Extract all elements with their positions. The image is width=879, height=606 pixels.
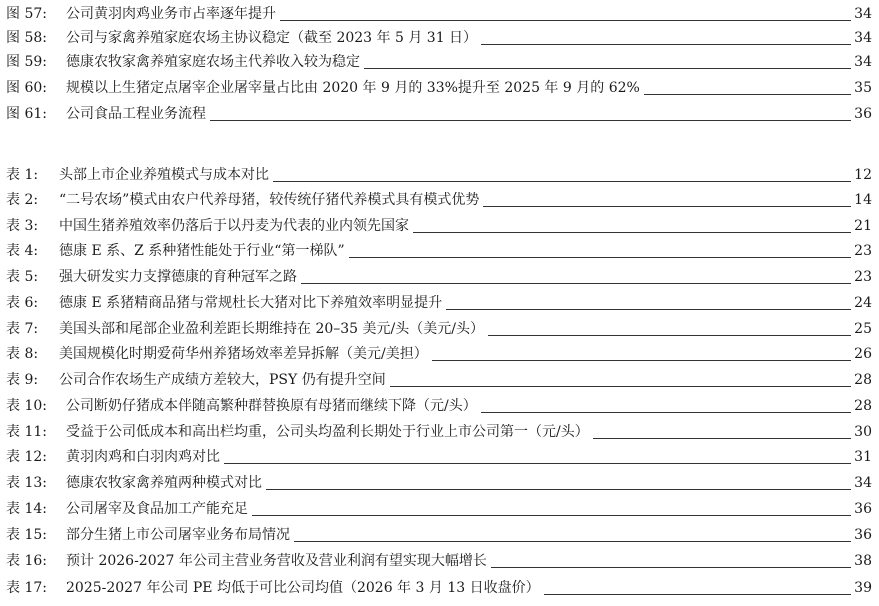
toc-entry[interactable]	[6, 368, 872, 392]
entry-title: 预计 2026-2027 年公司主营业务营收及营业利润有望实现大幅增长	[66, 553, 487, 569]
entry-label: 表 16:	[6, 553, 47, 569]
dot-leader	[301, 282, 851, 284]
entry-label: 图 60:	[6, 80, 47, 96]
toc-entry[interactable]	[6, 394, 872, 418]
dot-leader	[446, 308, 851, 310]
toc-entry[interactable]	[6, 214, 872, 238]
entry-label: 表 13:	[6, 475, 47, 491]
entry-label: 表 5:	[6, 269, 39, 285]
entry-label: 表 4:	[6, 243, 39, 259]
toc-entry[interactable]	[6, 188, 872, 212]
entry-page: 36	[854, 106, 872, 122]
entry-page: 28	[854, 398, 872, 414]
entry-page: 23	[854, 243, 872, 259]
entry-title: 强大研发实力支撑德康的育种冠军之路	[59, 269, 297, 285]
dot-leader	[432, 359, 851, 361]
entry-page: 34	[854, 30, 872, 46]
entry-label: 图 59:	[6, 54, 47, 70]
toc-entry[interactable]	[6, 163, 872, 187]
entry-title: 德康农牧家禽养殖两种模式对比	[66, 475, 262, 491]
toc-entry[interactable]	[6, 342, 872, 366]
entry-label: 表 14:	[6, 501, 47, 517]
entry-title: 公司断奶仔猪成本伴随高繁种群替换原有母猪而继续下降（元/头）	[66, 398, 477, 414]
entry-page: 23	[854, 269, 872, 285]
dot-leader	[280, 19, 851, 21]
entry-title: 德康 E 系、Z 系种猪性能处于行业“第一梯队”	[59, 243, 345, 259]
toc-entry[interactable]	[6, 239, 872, 263]
entry-page: 21	[854, 218, 872, 234]
entry-page: 36	[854, 527, 872, 543]
entry-title: 美国规模化时期爱荷华州养猪场效率差异拆解（美元/美担）	[59, 346, 428, 362]
dot-leader	[294, 540, 851, 542]
entry-label: 表 6:	[6, 295, 39, 311]
entry-label: 表 7:	[6, 321, 39, 337]
entry-title: 德康 E 系猪精商品猪与常规杜长大猪对比下养殖效率明显提升	[59, 295, 443, 311]
entry-page: 36	[854, 501, 872, 517]
dot-leader	[481, 411, 851, 413]
entry-page: 24	[854, 295, 872, 311]
entry-page: 34	[854, 6, 872, 22]
dot-leader	[491, 566, 851, 568]
entry-page: 38	[854, 553, 872, 569]
entry-label: 图 57:	[6, 6, 47, 22]
entry-label: 表 12:	[6, 449, 47, 465]
entry-label: 表 11:	[6, 424, 47, 440]
dot-leader	[252, 514, 851, 516]
entry-title: 规模以上生猪定点屠宰企业屠宰量占比由 2020 年 9 月的 33%提升至 2025 年 9 月的 62%	[66, 80, 640, 96]
entry-title: 头部上市企业养殖模式与成本对比	[59, 167, 269, 183]
entry-title: 公司合作农场生产成绩方差较大，PSY 仍有提升空间	[59, 372, 386, 388]
toc-entry[interactable]	[6, 471, 872, 495]
toc-entry[interactable]	[6, 50, 872, 74]
entry-title: 受益于公司低成本和高出栏均重，公司头均盈利长期处于行业上市公司第一（元/头）	[66, 424, 589, 440]
entry-title: 2025-2027 年公司 PE 均低于可比公司均值（2026 年 3 月 13 日收盘价）	[66, 580, 540, 596]
entry-page: 34	[854, 54, 872, 70]
toc-entry[interactable]	[6, 265, 872, 289]
entry-label: 表 1:	[6, 167, 39, 183]
entry-page: 28	[854, 372, 872, 388]
toc-entry[interactable]	[6, 2, 872, 26]
entry-label: 表 10:	[6, 398, 47, 414]
entry-title: 中国生猪养殖效率仍落后于以丹麦为代表的业内领先国家	[59, 218, 409, 234]
entry-label: 表 17:	[6, 580, 47, 596]
entry-title: 黄羽肉鸡和白羽肉鸡对比	[66, 449, 220, 465]
entry-label: 表 9:	[6, 372, 39, 388]
entry-label: 表 15:	[6, 527, 47, 543]
entry-page: 25	[854, 321, 872, 337]
entry-label: 图 58:	[6, 30, 47, 46]
entry-title: 公司食品工程业务流程	[66, 106, 206, 122]
entry-label: 图 61:	[6, 106, 47, 122]
toc-entry[interactable]	[6, 26, 872, 50]
entry-title: 公司与家禽养殖家庭农场主协议稳定（截至 2023 年 5 月 31 日）	[66, 30, 478, 46]
dot-leader	[224, 462, 851, 464]
entry-title: “二号农场”模式由农户代养母猪，较传统仔猪代养模式具有模式优势	[59, 192, 480, 208]
toc-entry[interactable]	[6, 291, 872, 315]
entry-title: 部分生猪上市公司屠宰业务布局情况	[66, 527, 290, 543]
dot-leader	[593, 437, 851, 439]
dot-leader	[266, 488, 851, 490]
toc-entry[interactable]	[6, 420, 872, 444]
dot-leader	[273, 180, 851, 182]
toc-entry[interactable]	[6, 497, 872, 521]
entry-label: 表 8:	[6, 346, 39, 362]
dot-leader	[210, 119, 851, 121]
entry-page: 34	[854, 475, 872, 491]
entry-page: 35	[854, 80, 872, 96]
entry-page: 26	[854, 346, 872, 362]
entry-title: 美国头部和尾部企业盈利差距长期维持在 20–35 美元/头（美元/头）	[59, 321, 484, 337]
entry-title: 公司黄羽肉鸡业务市占率逐年提升	[66, 6, 276, 22]
entry-page: 30	[854, 424, 872, 440]
dot-leader	[644, 93, 851, 95]
dot-leader	[413, 231, 851, 233]
dot-leader	[544, 593, 852, 595]
entry-page: 14	[854, 192, 872, 208]
toc-entry[interactable]	[6, 102, 872, 126]
dot-leader	[488, 334, 851, 336]
entry-title: 公司屠宰及食品加工产能充足	[66, 501, 248, 517]
dot-leader	[349, 256, 852, 258]
entry-page: 39	[854, 580, 872, 596]
entry-page: 31	[854, 449, 872, 465]
toc-entry[interactable]	[6, 76, 872, 100]
toc-entry[interactable]	[6, 317, 872, 341]
dot-leader	[483, 205, 851, 207]
dot-leader	[390, 385, 851, 387]
dot-leader	[481, 43, 851, 45]
entry-page: 12	[854, 167, 872, 183]
entry-label: 表 3:	[6, 218, 39, 234]
dot-leader	[364, 67, 851, 69]
toc-entry[interactable]	[6, 523, 872, 547]
entry-title: 德康农牧家禽养殖家庭农场主代养收入较为稳定	[66, 54, 360, 70]
entry-label: 表 2:	[6, 192, 39, 208]
toc-entry[interactable]	[6, 549, 872, 573]
toc-entry[interactable]	[6, 445, 872, 469]
toc-entry[interactable]	[6, 576, 872, 600]
